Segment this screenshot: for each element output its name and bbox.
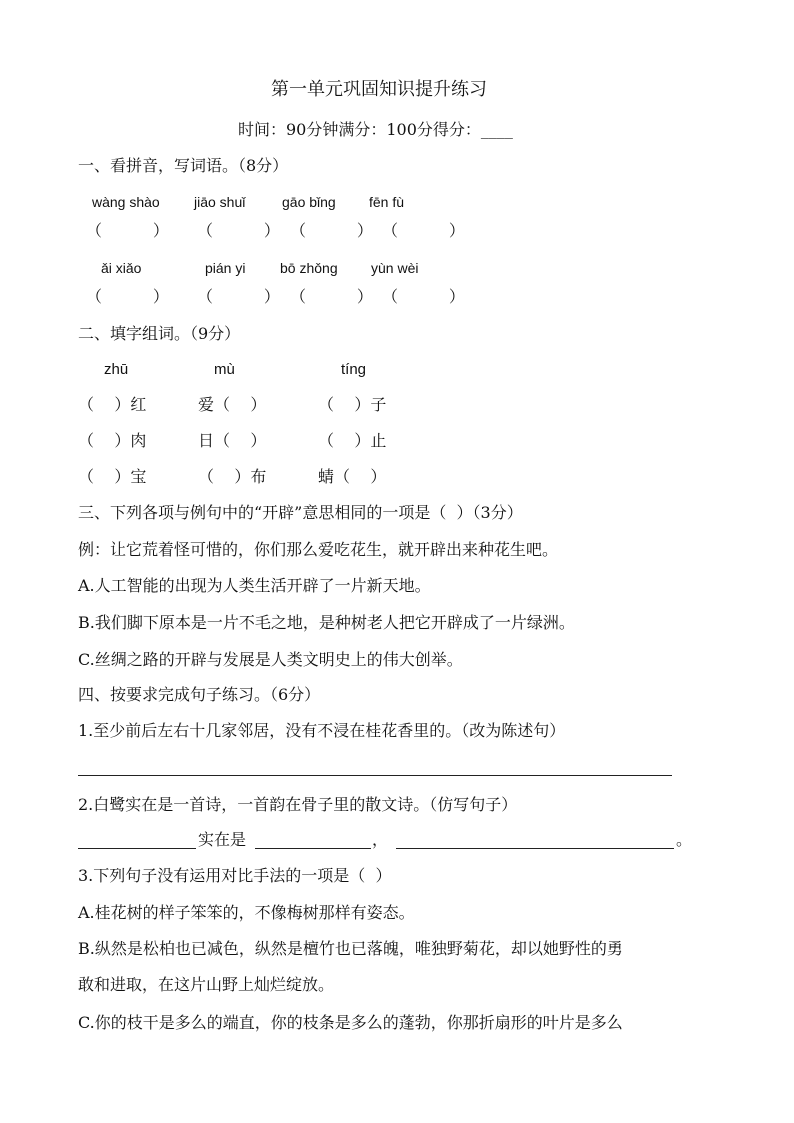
- question-item: 1.至少前后左右十几家邻居，没有不浸在桂花香里的。（改为陈述句）: [78, 721, 566, 740]
- option-b[interactable]: B.纵然是松柏也已减色，纵然是檀竹也已落魄，唯独野菊花，却以她野性的勇: [78, 939, 623, 958]
- imitation-text: 。: [676, 830, 693, 849]
- pinyin-item: ǎi xiǎo: [101, 260, 142, 276]
- page-title: 第一单元巩固知识提升练习: [271, 79, 487, 100]
- answer-line[interactable]: [396, 848, 674, 849]
- fill-blank-word[interactable]: （ ）子: [318, 395, 387, 414]
- answer-bracket[interactable]: （ ）: [382, 221, 465, 240]
- option-b[interactable]: B.我们脚下原本是一片不毛之地，是种树老人把它开辟成了一片绿洲。: [78, 613, 575, 632]
- pinyin-item: tíng: [341, 361, 367, 378]
- answer-bracket[interactable]: （ ）: [290, 221, 373, 240]
- fill-blank-word[interactable]: （ ）止: [318, 431, 387, 450]
- question-item: 2.白鹭实在是一首诗，一首韵在骨子里的散文诗。（仿写句子）: [78, 795, 518, 814]
- option-c[interactable]: C.丝绸之路的开辟与发展是人类文明史上的伟大创举。: [78, 650, 463, 669]
- section-1-heading: 一、看拼音，写词语。（8分）: [78, 156, 289, 175]
- example-sentence: 例：让它荒着怪可惜的，你们那么爱吃花生，就开辟出来种花生吧。: [78, 540, 559, 559]
- answer-bracket[interactable]: （ ）: [197, 287, 280, 306]
- pinyin-item: wàng shào: [92, 194, 160, 210]
- answer-bracket[interactable]: （ ）: [382, 287, 465, 306]
- section-4-heading: 四、按要求完成句子练习。（6分）: [78, 685, 321, 704]
- answer-line[interactable]: [78, 775, 672, 776]
- option-b-continued: 敢和进取，在这片山野上灿烂绽放。: [78, 975, 335, 994]
- pinyin-item: fēn fù: [369, 194, 405, 210]
- pinyin-item: mù: [214, 361, 235, 378]
- fill-blank-word[interactable]: （ ）布: [198, 467, 267, 486]
- answer-bracket[interactable]: （ ）: [86, 221, 169, 240]
- exam-meta: 时间：90分钟满分：100分得分：____: [238, 120, 513, 139]
- section-2-heading: 二、填字组词。（9分）: [78, 324, 241, 343]
- option-a[interactable]: A.桂花树的样子笨笨的，不像梅树那样有姿态。: [78, 903, 415, 922]
- section-3-heading: 三、下列各项与例句中的“开辟”意思相同的一项是（ ）（3分）: [78, 503, 523, 522]
- answer-bracket[interactable]: （ ）: [290, 287, 373, 306]
- pinyin-item: bō zhǒng: [280, 260, 338, 276]
- fill-blank-word[interactable]: （ ）红: [78, 395, 147, 414]
- pinyin-item: jiāo shuǐ: [194, 194, 246, 210]
- pinyin-item: gāo bǐng: [282, 194, 336, 210]
- fill-blank-word[interactable]: 爱（ ）: [198, 395, 267, 414]
- question-item: 3.下列句子没有运用对比手法的一项是（ ）: [78, 866, 392, 885]
- option-a[interactable]: A.人工智能的出现为人类生活开辟了一片新天地。: [78, 576, 431, 595]
- fill-blank-word[interactable]: 日（ ）: [198, 431, 267, 450]
- pinyin-item: zhū: [104, 361, 129, 378]
- imitation-text: 实在是: [198, 830, 247, 849]
- fill-blank-word[interactable]: （ ）肉: [78, 431, 147, 450]
- pinyin-item: pián yi: [205, 260, 246, 276]
- answer-bracket[interactable]: （ ）: [197, 221, 280, 240]
- imitation-text: ，: [372, 830, 389, 849]
- fill-blank-word[interactable]: （ ）宝: [78, 467, 147, 486]
- pinyin-item: yùn wèi: [371, 260, 419, 276]
- option-c[interactable]: C.你的枝干是多么的端直，你的枝条是多么的蓬勃，你那折扇形的叶片是多么: [78, 1013, 623, 1032]
- fill-blank-word[interactable]: 蜻（ ）: [318, 467, 387, 486]
- answer-line[interactable]: [255, 848, 371, 849]
- answer-line[interactable]: [78, 848, 196, 849]
- answer-bracket[interactable]: （ ）: [86, 287, 169, 306]
